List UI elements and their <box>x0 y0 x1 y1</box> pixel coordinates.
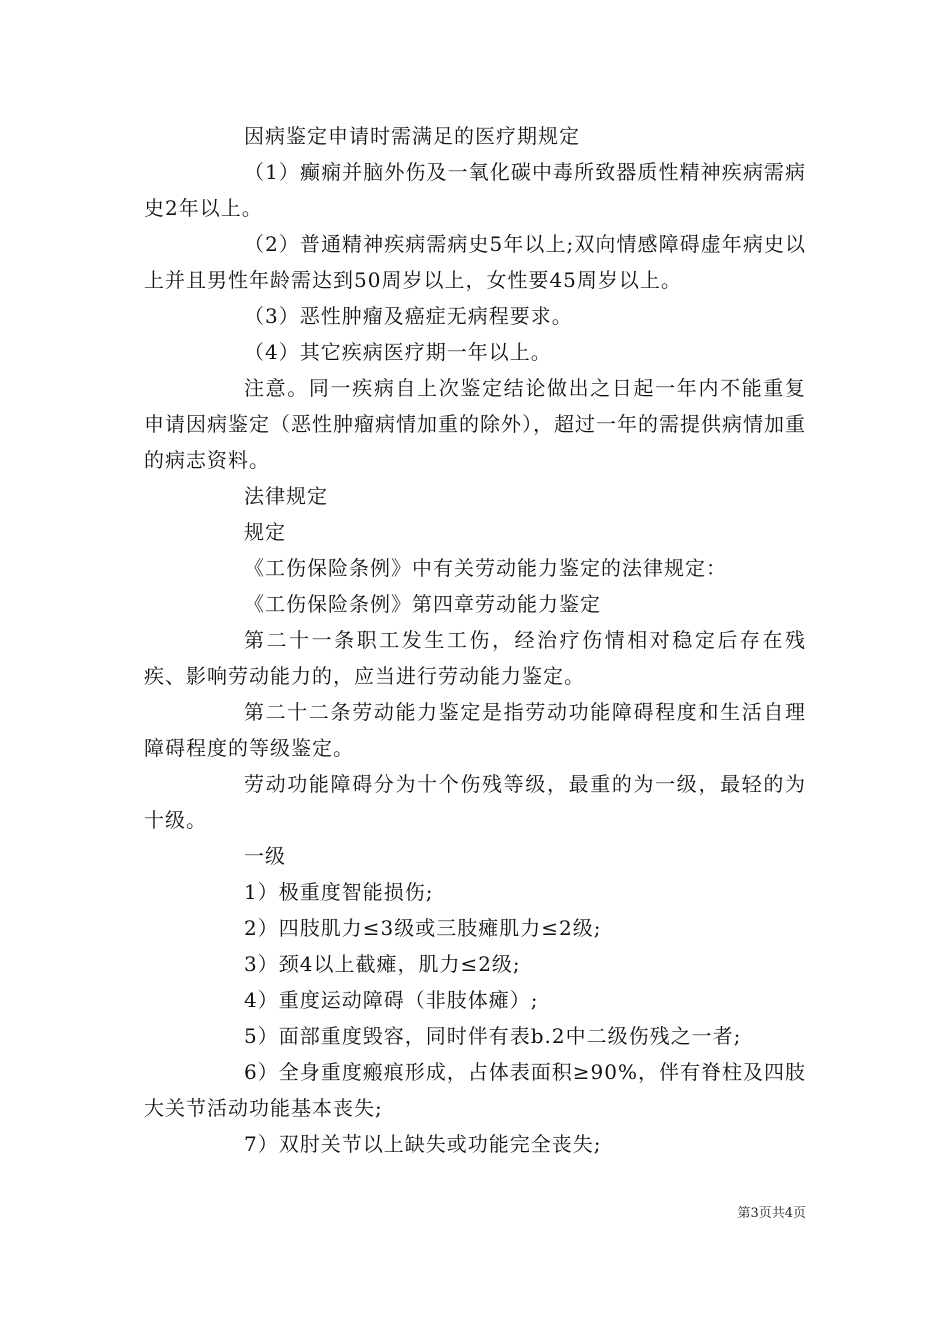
list-item-7: 7）双肘关节以上缺失或功能完全丧失; <box>244 1132 602 1156</box>
paragraph-grade-one: 一级 <box>244 844 286 868</box>
document-body <box>144 118 806 1162</box>
paragraph-article-21: 第二十一条职工发生工伤，经治疗伤情相对稳定后存在残疾、影响劳动能力的，应当进行劳动能力鉴定。 <box>144 628 806 688</box>
paragraph-rules-heading: 规定 <box>244 520 286 544</box>
paragraph-regulation-intro: 《工伤保险条例》中有关劳动能力鉴定的法律规定： <box>244 556 727 580</box>
paragraph-chapter-four: 《工伤保险条例》第四章劳动能力鉴定 <box>244 592 601 616</box>
list-item-5: 5）面部重度毁容，同时伴有表b.2中二级伤残之一者; <box>244 1024 742 1048</box>
list-item-1: 1）极重度智能损伤; <box>244 880 434 904</box>
list-item-4: 4）重度运动障碍（非肢体瘫）; <box>244 988 539 1012</box>
paragraph-article-22: 第二十二条劳动能力鉴定是指劳动功能障碍程度和生活自理障碍程度的等级鉴定。 <box>144 700 806 760</box>
list-item-2: 2）四肢肌力≤3级或三肢瘫肌力≤2级; <box>244 916 602 940</box>
page-number-footer: 第3页共4页 <box>737 1206 806 1221</box>
list-item-6: 6）全身重度瘢痕形成，占体表面积≥90%，伴有脊柱及四肢大关节活动功能基本丧失; <box>144 1060 806 1120</box>
paragraph-notice: 注意。同一疾病自上次鉴定结论做出之日起一年内不能重复申请因病鉴定（恶性肿瘤病情加重的除外），超过一年的需提供病情加重的病志资料。 <box>144 376 806 472</box>
paragraph-item-4: （4）其它疾病医疗期一年以上。 <box>244 340 552 364</box>
list-item-3: 3）颈4以上截瘫，肌力≤2级; <box>244 952 521 976</box>
paragraph-item-2: （2）普通精神疾病需病史5年以上;双向情感障碍虚年病史以上并且男性年龄需达到50周岁以上，女性要45周岁以上。 <box>144 232 806 292</box>
paragraph-grades: 劳动功能障碍分为十个伤残等级，最重的为一级，最轻的为十级。 <box>144 772 806 832</box>
paragraph-heading-medical-period: 因病鉴定申请时需满足的医疗期规定 <box>244 124 580 148</box>
paragraph-legal-heading: 法律规定 <box>244 484 328 508</box>
paragraph-item-3: （3）恶性肿瘤及癌症无病程要求。 <box>244 304 573 328</box>
paragraph-item-1: （1）癫痫并脑外伤及一氧化碳中毒所致器质性精神疾病需病史2年以上。 <box>144 160 806 220</box>
